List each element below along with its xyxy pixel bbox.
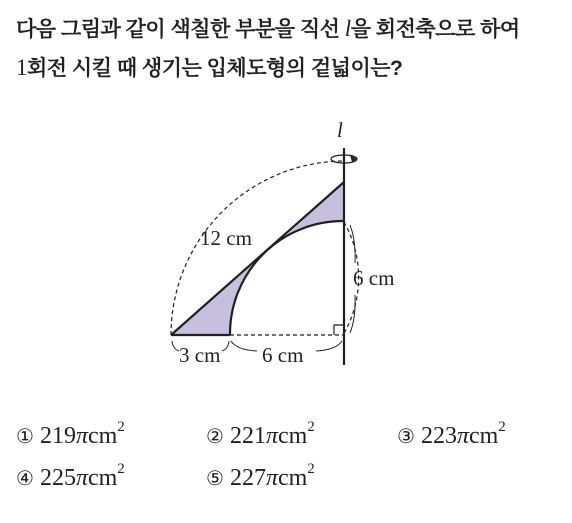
dim-mark-6cm-bottom [350,295,355,333]
axis-label: l [337,118,343,142]
label-3cm: 3 cm [179,343,221,367]
dim-mark-3cm-left [172,341,179,351]
label-6cm-bottom: 6 cm [262,343,304,367]
dim-mark-6cm-right [316,341,342,351]
dim-mark-3cm-right [222,341,229,351]
option-1[interactable]: ① 219πcm$^2$ [16,419,125,449]
option-4[interactable]: ④ 225πcm$^2$ [16,461,125,491]
dim-mark-6cm-top [350,225,355,263]
label-6cm-vertical: 6 cm [353,266,395,290]
question-line-1: 다음 그림과 같이 색칠한 부분을 직선 l을 회전축으로 하여 [16,16,520,41]
option-5[interactable]: ⑤ 227πcm$^2$ [206,461,315,491]
axis-variable: l [344,16,351,41]
dashed-outer-arc [171,161,344,335]
option-2[interactable]: ② 221πcm$^2$ [206,419,315,449]
option-3[interactable]: ③ 223πcm$^2$ [397,419,506,449]
right-angle-mark [334,325,344,335]
dim-mark-6cm-left [231,341,257,351]
label-12cm: 12 cm [200,226,252,250]
question-line-2: 1회전 시킬 때 생기는 입체도형의 겉넓이는? [16,55,403,80]
